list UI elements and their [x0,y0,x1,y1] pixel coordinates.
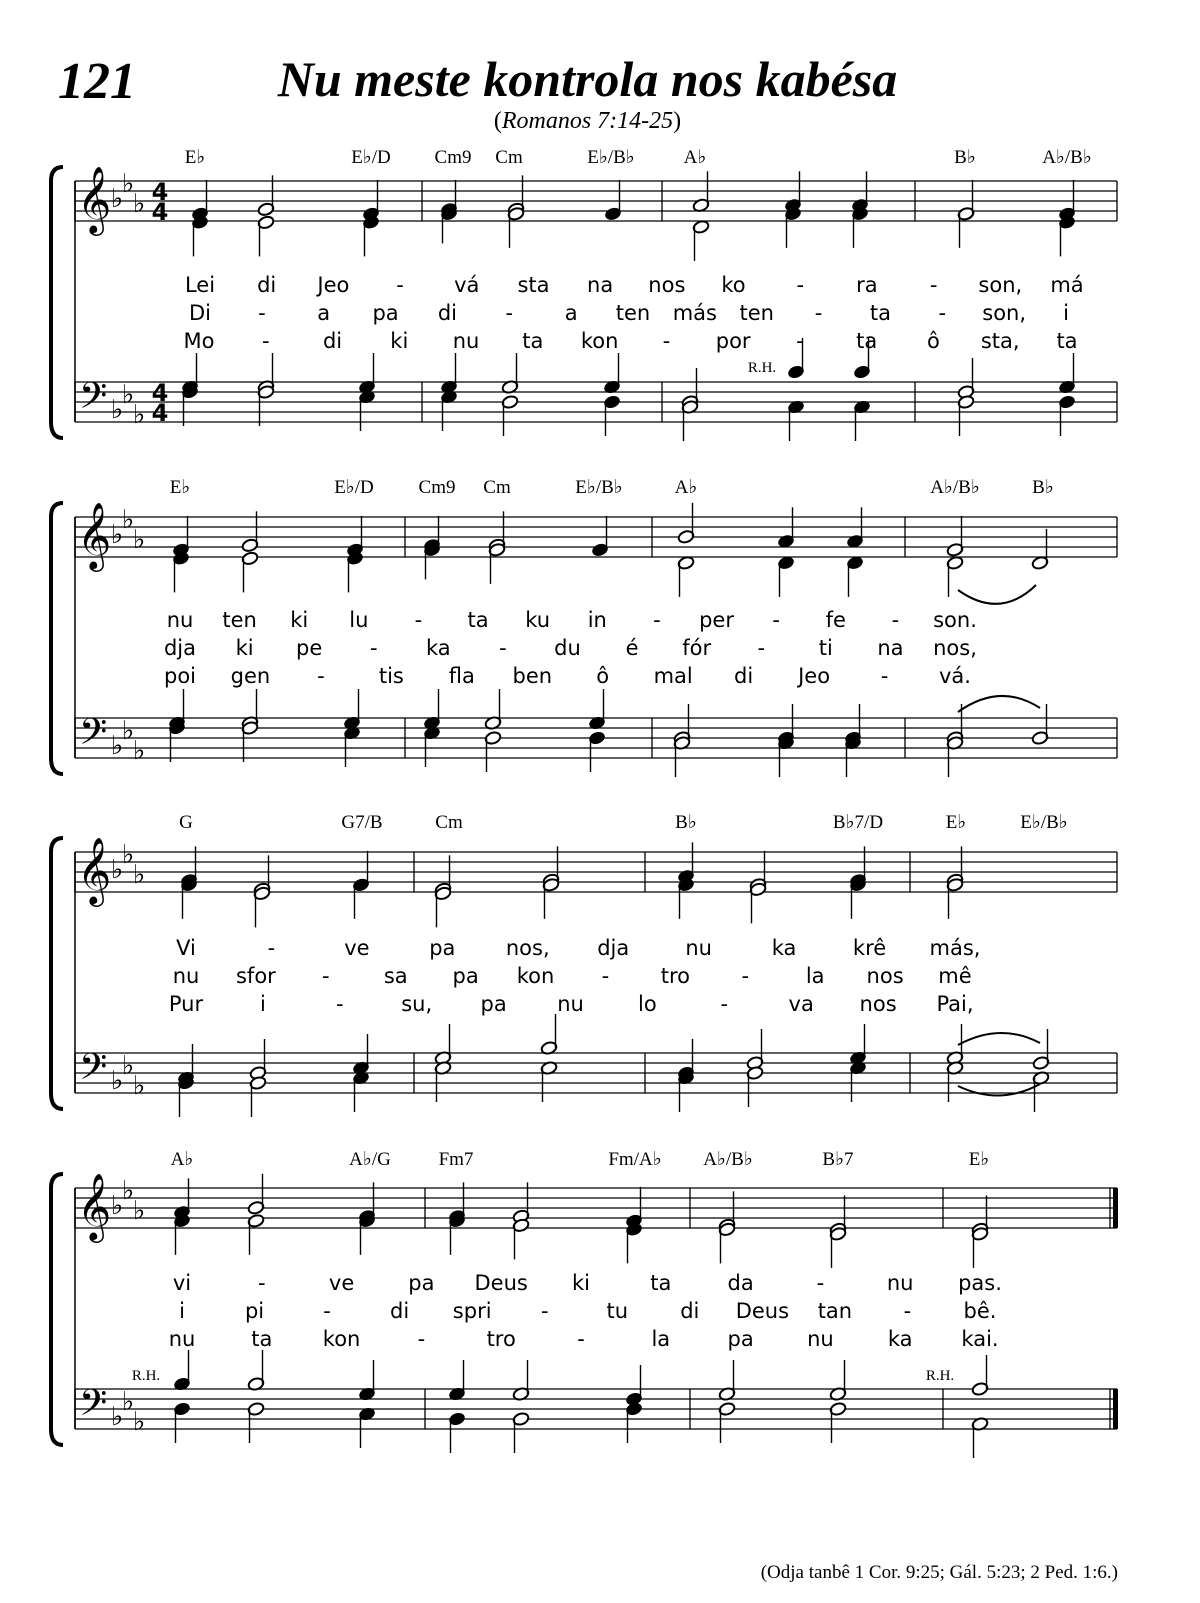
chord-symbol: Cm [483,477,511,498]
lyric-syllable: mal [653,664,693,688]
lyric-syllable: Jeo [317,273,350,297]
key-flat-icon: ♭ [133,860,146,890]
chord-symbol: B♭ [954,147,976,168]
chord-symbol: B♭7 [822,1149,854,1170]
lyric-syllable: nu [166,608,194,632]
right-hand-mark: R.H. [925,1368,955,1384]
lyric-syllable: di [734,664,754,688]
system-bracket [51,167,63,438]
lyric-syllable: ta [467,608,489,632]
lyric-syllable: sfor [235,964,276,988]
lyric-syllable: vá. [939,664,971,688]
lyric-syllable: per [699,608,734,632]
reference-paren-close: ) [673,108,682,134]
lyric-syllable: Di [188,301,212,325]
chord-symbol: Cm [435,812,463,833]
lyric-syllable: ka [425,636,451,660]
lyric-syllable: va [788,992,814,1016]
treble-clef-icon: 𝄞 [77,165,112,233]
lyric-syllable: - [577,1327,585,1351]
lyric-syllable: - [772,608,780,632]
lyric-syllable: lo [638,992,657,1016]
lyric-syllable: - [505,301,514,325]
key-flat-icon: ♭ [122,380,135,410]
lyric-syllable: di [257,273,277,297]
lyric-syllable: ku [525,608,551,632]
lyric-syllable: nos, [933,636,977,660]
lyric-syllable: pa [452,964,479,988]
lyric-syllable: - [720,992,729,1016]
key-flat-icon: ♭ [111,731,124,761]
lyric-syllable: nu [557,992,584,1016]
lyric-syllable: vi [172,1271,192,1295]
lyric-syllable: kai. [961,1327,999,1351]
key-flat-icon: ♭ [111,1191,124,1221]
lyric-syllable: má [1050,273,1084,297]
lyric-syllable: - [540,1299,549,1323]
chord-symbol: Cm9 [418,477,456,498]
chord-symbol: A♭ [170,1149,194,1170]
lyric-syllable: - [814,301,823,325]
lyric-syllable: ten [615,301,651,325]
lyric-syllable: Pur [168,992,204,1016]
lyric-syllable: i [1063,301,1069,325]
lyric-syllable: kon [580,329,619,353]
key-flat-icon: ♭ [122,840,135,870]
chord-symbol: Cm9 [434,147,472,168]
lyric-syllable: na [587,273,614,297]
right-hand-mark: R.H. [131,1368,161,1384]
lyric-syllable: nu [452,329,480,353]
reference-paren-open: ( [493,108,502,134]
lyric-syllable: - [317,664,325,688]
key-flat-icon: ♭ [133,525,146,555]
lyric-syllable: pa [372,301,399,325]
lyric-syllable: ô [927,329,940,353]
lyric-syllable: ve [328,1271,355,1295]
lyric-syllable: ra [856,273,878,297]
lyric-syllable: du [554,636,581,660]
lyric-syllable: ka [771,936,797,960]
lyric-syllable: ta [251,1327,273,1351]
lyric-syllable: - [369,636,378,660]
lyric-syllable: Jeo [798,664,831,688]
lyric-syllable: ben [512,664,553,688]
lyric-syllable: di [390,1299,410,1323]
lyric-syllable: - [757,636,766,660]
lyric-syllable: más, [929,936,981,960]
key-flat-icon: ♭ [133,400,146,430]
lyric-syllable: pe [296,636,323,660]
cross-reference-footnote: (Odja tanbê 1 Cor. 9:25; Gál. 5:23; 2 Ped. 1:6.) [760,1562,1118,1583]
lyric-syllable: tro [486,1327,516,1351]
lyric-syllable: pa [408,1271,435,1295]
lyric-syllable: - [938,301,947,325]
key-flat-icon: ♭ [133,1196,146,1226]
bass-clef-icon: 𝄢 [79,711,108,762]
key-flat-icon: ♭ [133,1071,146,1101]
lyric-syllable: kon [516,964,555,988]
lyric-syllable: pa [480,992,507,1016]
lyric-syllable: ve [344,936,370,960]
bass-clef-icon: 𝄢 [79,1382,108,1433]
lyric-syllable: ki [235,636,254,660]
lyric-syllable: mê [938,964,972,988]
chord-symbol: E♭ [184,147,206,168]
lyric-syllable: - [267,936,276,960]
chord-symbol: A♭ [683,147,707,168]
lyric-syllable: la [805,964,825,988]
lyric-syllable: nos [859,992,897,1016]
treble-clef-icon: 𝄞 [77,501,112,569]
chord-symbol: B♭ [1032,477,1054,498]
time-signature-digit: 4 [151,198,169,226]
lyric-syllable: son, [982,301,1027,325]
system-bracket [51,503,63,774]
key-flat-icon: ♭ [111,520,124,550]
lyric-syllable: - [662,329,671,353]
lyric-syllable: nu [886,1271,914,1295]
time-signature-digit: 4 [151,399,169,427]
system-bracket [51,838,63,1109]
lyric-syllable: a [317,301,331,325]
lyric-syllable: ta [1056,329,1078,353]
lyric-syllable: Pai, [936,992,974,1016]
lyric-syllable: su, [401,992,433,1016]
tie-arc [958,1033,1040,1045]
chord-symbol: A♭/B♭ [930,477,980,498]
lyric-syllable: sa [383,964,408,988]
lyric-syllable: sta [517,273,550,297]
tie-arc [958,696,1040,712]
lyric-syllable: lu [349,608,369,632]
chord-symbol: Cm [495,147,523,168]
lyric-syllable: - [601,964,610,988]
chord-symbol: G7/B [341,812,383,833]
key-flat-icon: ♭ [133,189,146,219]
lyric-syllable: fe [825,608,846,632]
hymn-title: Nu meste kontrola nos kabésa [277,51,898,107]
lyric-syllable: - [414,608,423,632]
chord-symbol: E♭/B♭ [1020,812,1068,833]
lyric-syllable: na [877,636,904,660]
lyric-syllable: ka [887,1327,913,1351]
lyric-syllable: - [891,608,900,632]
lyric-syllable: ta [856,329,878,353]
lyric-syllable: ta [869,301,891,325]
key-flat-icon: ♭ [122,716,135,746]
lyric-syllable: pa [429,936,456,960]
lyric-syllable: Deus [735,1299,790,1323]
lyric-syllable: ko [721,273,746,297]
lyric-syllable: gen [230,664,271,688]
key-flat-icon: ♭ [122,1387,135,1417]
lyric-syllable: ki [290,608,309,632]
key-flat-icon: ♭ [111,184,124,214]
lyric-syllable: Lei [184,273,216,297]
lyric-syllable: i [179,1299,185,1323]
chord-symbol: E♭/B♭ [575,477,623,498]
chord-symbol: E♭ [169,477,191,498]
lyric-syllable: da [727,1271,754,1295]
chord-symbol: Fm7 [438,1149,474,1170]
lyric-syllable: di [680,1299,700,1323]
chord-symbol: G [179,812,193,833]
lyric-syllable: - [261,329,270,353]
lyric-syllable: - [417,1327,426,1351]
lyric-syllable: Vi [176,936,196,960]
lyric-syllable: - [258,301,266,325]
lyric-syllable: más [672,301,717,325]
chord-symbol: B♭ [675,812,697,833]
key-flat-icon: ♭ [111,395,124,425]
time-signature-digit: 4 [151,379,169,407]
lyric-syllable: tis [378,664,404,688]
key-flat-icon: ♭ [111,855,124,885]
lyric-syllable: vá [454,273,480,297]
lyric-syllable: di [437,301,458,325]
chord-symbol: E♭/B♭ [587,147,635,168]
lyric-syllable: ta [522,329,544,353]
lyric-syllable: - [499,636,507,660]
treble-clef-icon: 𝄞 [77,1172,112,1240]
right-hand-mark: R.H. [747,360,777,376]
chord-symbol: Fm/A♭ [608,1149,662,1170]
lyric-syllable: ten [739,301,774,325]
lyric-syllable: por [715,329,751,353]
lyric-syllable: - [258,1271,266,1295]
lyric-syllable: - [796,273,805,297]
chord-symbol: A♭/G [349,1149,391,1170]
lyric-syllable: pa [727,1327,754,1351]
chord-symbol: A♭ [674,477,698,498]
key-flat-icon: ♭ [111,1066,124,1096]
chord-symbol: E♭ [945,812,967,833]
chord-symbol: A♭/B♭ [703,1149,753,1170]
lyric-syllable: - [816,1271,825,1295]
treble-final-barline-thick [1113,1188,1118,1228]
lyric-syllable: nu [168,1327,196,1351]
lyric-syllable: bê. [963,1299,997,1323]
lyric-syllable: ki [572,1271,590,1295]
key-flat-icon: ♭ [122,169,135,199]
lyric-syllable: tro [660,964,690,988]
lyric-syllable: pas. [958,1271,1002,1295]
treble-clef-icon: 𝄞 [77,836,112,904]
lyric-syllable: i [259,992,266,1016]
time-signature-digit: 4 [151,178,169,206]
tie-arc [958,1084,1040,1096]
lyric-syllable: Mo [183,329,215,353]
key-flat-icon: ♭ [133,736,146,766]
lyric-syllable: tan [817,1299,853,1323]
lyric-syllable: - [323,1299,331,1323]
lyric-syllable: la [651,1327,671,1351]
key-flat-icon: ♭ [122,505,135,535]
lyric-syllable: Deus [474,1271,528,1295]
key-flat-icon: ♭ [122,1051,135,1081]
key-flat-icon: ♭ [122,1176,135,1206]
lyric-syllable: kon [322,1327,361,1351]
lyric-syllable: dja [597,936,630,960]
lyric-syllable: spri [452,1299,492,1323]
lyric-syllable: - [336,992,344,1016]
lyric-syllable: - [653,608,661,632]
lyric-syllable: ô [596,664,610,688]
system-bracket [51,1174,63,1445]
lyric-syllable: nu [685,936,712,960]
lyric-syllable: krê [852,936,887,960]
lyric-syllable: ti [818,636,833,660]
bass-clef-icon: 𝄢 [79,1046,108,1097]
lyric-syllable: dja [163,636,197,660]
lyric-syllable: nos, [505,936,550,960]
lyric-syllable: son, [978,273,1023,297]
lyric-syllable: tu [606,1299,629,1323]
tie-arc [958,585,1036,604]
lyric-syllable: - [929,273,938,297]
lyric-syllable: é [625,636,639,660]
chord-symbol: E♭ [968,1149,990,1170]
lyric-syllable: a [564,301,578,325]
lyric-syllable: ten [222,608,257,632]
chord-symbol: B♭7/D [832,812,884,833]
lyric-syllable: ta [650,1271,672,1295]
lyric-syllable: - [796,329,804,353]
chord-symbol: E♭/D [334,477,374,498]
lyric-syllable: - [903,1299,912,1323]
key-flat-icon: ♭ [133,1407,146,1437]
chord-symbol: E♭/D [351,147,391,168]
lyric-syllable: - [880,664,889,688]
lyric-syllable: fór [682,636,712,660]
bass-final-barline-thick [1113,1389,1118,1429]
lyric-syllable: nos [866,964,904,988]
lyric-syllable: di [322,329,343,353]
lyric-syllable: fla [448,664,475,688]
chord-symbol: A♭/B♭ [1042,147,1092,168]
key-flat-icon: ♭ [111,1402,124,1432]
lyric-syllable: - [741,964,750,988]
lyric-syllable: nu [807,1327,834,1351]
bass-clef-icon: 𝄢 [79,375,108,426]
reference-text: Romanos 7:14-25 [501,108,674,134]
lyric-syllable: poi [163,664,197,688]
lyric-syllable: - [396,273,404,297]
lyric-syllable: ki [390,329,409,353]
lyric-syllable: - [322,964,330,988]
lyric-syllable: pi [244,1299,265,1323]
lyric-syllable: nu [172,964,200,988]
lyric-syllable: in [587,608,607,632]
hymn-number: 121 [58,53,136,110]
lyric-syllable: sta, [980,329,1020,353]
lyric-syllable: nos [648,273,686,297]
lyric-syllable: son. [933,608,977,632]
